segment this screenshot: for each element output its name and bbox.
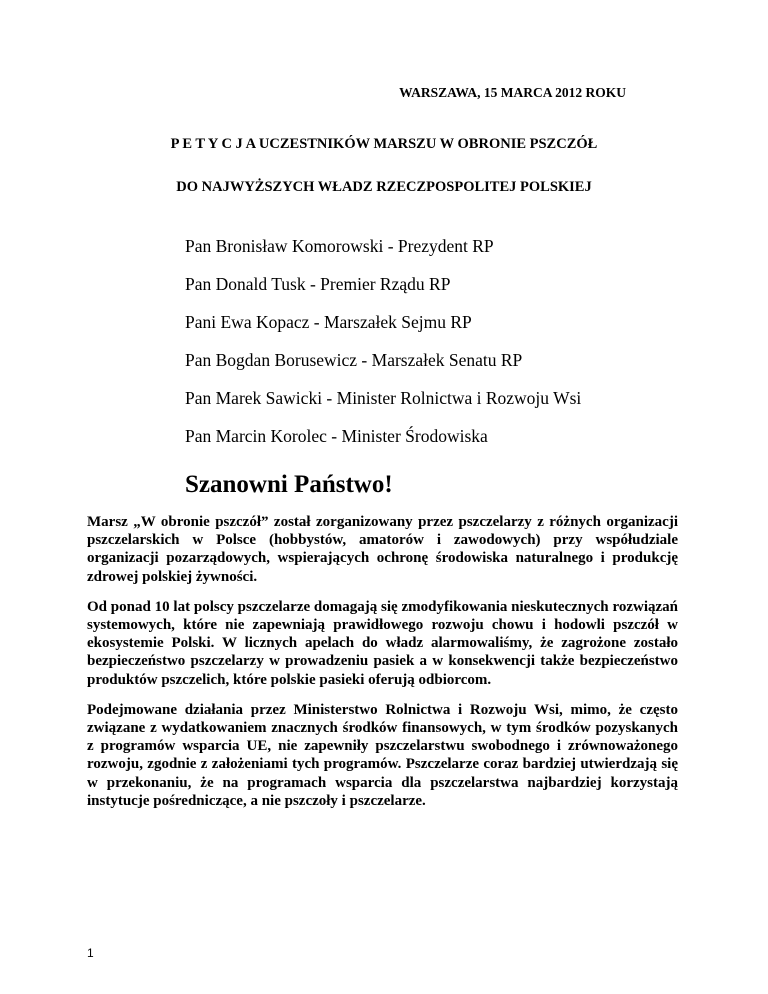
addressee-item: Pani Ewa Kopacz - Marszałek Sejmu RP <box>185 312 472 332</box>
addressee-item: Pan Bogdan Borusewicz - Marszałek Senatu RP <box>185 350 523 370</box>
page-number: 1 <box>87 946 94 960</box>
document-title: P E T Y C J A UCZESTNIKÓW MARSZU W OBRONIE PSZCZÓŁ <box>170 136 598 152</box>
addressee-item: Pan Donald Tusk - Premier Rządu RP <box>185 274 451 294</box>
document-subtitle: DO NAJWYŻSZYCH WŁADZ RZECZPOSPOLITEJ POLSKIEJ <box>176 179 592 195</box>
addressee-item: Pan Bronisław Komorowski - Prezydent RP <box>185 236 494 256</box>
addressee-item: Pan Marek Sawicki - Minister Rolnictwa i Rozwoju Wsi <box>185 388 582 408</box>
document-date: WARSZAWA, 15 MARCA 2012 ROKU <box>399 85 626 100</box>
addressee-list <box>185 235 581 463</box>
body-paragraph: Marsz „W obronie pszczół” został zorganizowany przez pszczelarzy z różnych organizacji pszczelarskich w Polsce (hobbystów, amatorów i zawodowych) przy współudziale organizacji pozarządowych, wspierających ochronę środowiska naturalnego i produkcję zdrowej polskiej żywności. <box>87 514 678 585</box>
salutation: Szanowni Państwo! <box>185 471 393 498</box>
body-paragraph: Podejmowane działania przez Ministerstwo Rolnictwa i Rozwoju Wsi, mimo, że często związane z wydatkowaniem znacznych środków finansowych, w tym środków pozyskanych z programów wsparcia UE, nie zapewniły pszczelarstwu swobodnego i zrównoważonego rozwoju, zgodnie z założeniami tych programów. Pszczelarze coraz bardziej utwierdzają się w przekonaniu, że na programach wsparcia dla pszczelarstwa najbardziej korzystają instytucje pośredniczące, a nie pszczoły i pszczelarze. <box>87 701 678 809</box>
body-paragraph: Od ponad 10 lat polscy pszczelarze domagają się zmodyfikowania nieskutecznych rozwiązań systemowych, które nie zapewniają prawidłowego rozwoju chowu i hodowli pszczół w ekosystemie Polski. W licznych apelach do władz alarmowaliśmy, że zagrożone zostało bezpieczeństwo pszczelarzy w prowadzeniu pasiek a w konsekwencji także bezpieczeństwo produktów pszczelich, które polskie pasieki oferują odbiorcom. <box>87 598 678 688</box>
document-body <box>87 513 678 822</box>
addressee-item: Pan Marcin Korolec - Minister Środowiska <box>185 426 488 446</box>
